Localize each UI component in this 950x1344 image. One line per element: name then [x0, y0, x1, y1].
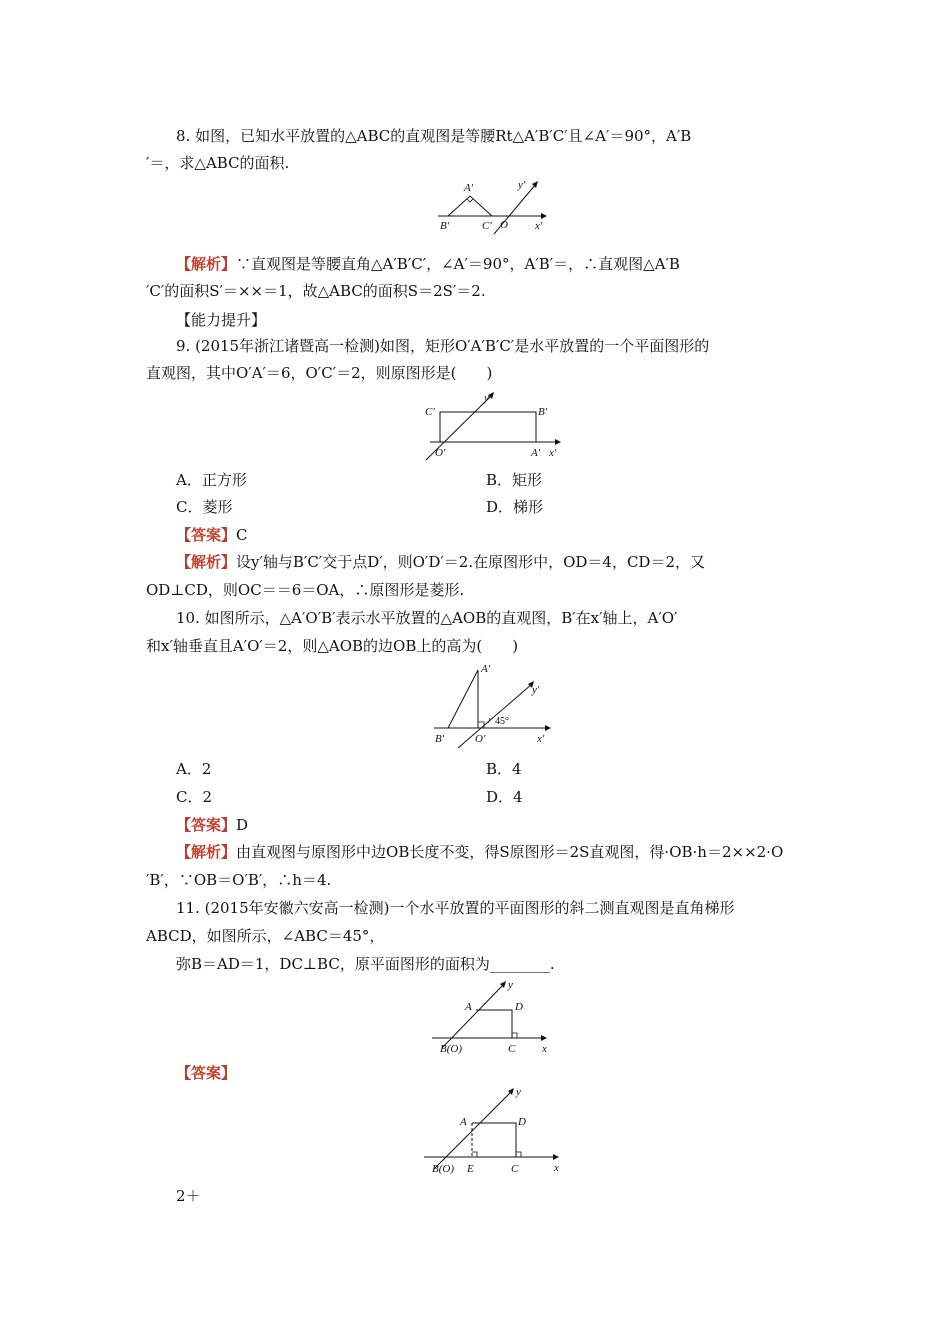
q11-ans-trapezoid: [472, 1123, 516, 1157]
q9-analysis-text1: 设y′轴与B′C′交于点D′，则O′D′＝2.在原图形中，OD＝4，CD＝2，又: [236, 553, 706, 571]
q11-answer-figure: [420, 1085, 568, 1181]
q11-x-arrow-icon: [541, 1035, 547, 1041]
q10-answer-line: [176, 815, 248, 835]
q8-label-o: O: [500, 219, 508, 231]
q10-angle-arc: [488, 718, 490, 723]
q9-rectangle: [440, 412, 536, 442]
q10-answer-value: D: [236, 816, 249, 834]
q9-answer-value: C: [236, 526, 248, 544]
q11-line1: 11. (2015年安徽六安高一检测)一个水平放置的平面图形的斜二测直观图是直角梯形: [176, 899, 735, 917]
q10-right-angle-mark: [478, 722, 484, 728]
q9-label-x: x′: [549, 447, 557, 459]
q10-answer-tag: 【答案】: [176, 816, 237, 834]
q10-label-x: x′: [537, 733, 545, 745]
q8-label-c: C′: [482, 220, 492, 232]
q8-analysis-line2: ′C′的面积S′＝××＝1，故△ABC的面积S＝2S′＝2.: [146, 282, 486, 300]
q10-option-c: C．2: [176, 788, 213, 806]
q9-analysis-tag: 【解析】: [176, 553, 237, 571]
q10-analysis-text1: 由直观图与原图形中边OB长度不变，得S原图形＝2S直观图，得·OB·h＝2××2·O: [236, 843, 784, 861]
q11-answer-value: 2＋: [176, 1187, 201, 1205]
q10-label-y: y′: [532, 684, 540, 696]
q11-label-y: y: [508, 979, 513, 991]
q10-label-b: B′: [435, 733, 445, 745]
q10-figure: [428, 660, 558, 754]
q8-figure: [432, 176, 552, 240]
q10-x-arrow-icon: [545, 725, 551, 731]
q10-line2: 和x′轴垂直且A′O′＝2，则△AOB的边OB上的高为( ): [146, 637, 519, 655]
q11-line2: ABCD，如图所示，∠ABC＝45°，: [146, 927, 385, 945]
q8-line2: ′＝，求△ABC的面积.: [146, 154, 290, 172]
q10-option-b: B．4: [486, 760, 522, 778]
q11-right-angle-mark: [512, 1033, 517, 1038]
q9-analysis-line2: OD⊥CD，则OC＝＝6＝OA，∴原图形是菱形.: [146, 581, 465, 599]
q11-ans-label-x: x: [554, 1162, 559, 1174]
q8-line1: 8. 如图，已知水平放置的△ABC的直观图是等腰Rt△A′B′C′且∠A′＝90°，A′B: [176, 127, 692, 145]
q8-analysis-line1: [176, 254, 680, 274]
q11-ans-label-e: E: [467, 1163, 474, 1175]
q10-line1: 10. 如图所示，△A′O′B′表示水平放置的△AOB的直观图，B′在x′轴上，A′O′: [176, 609, 678, 627]
q8-label-b: B′: [440, 220, 450, 232]
q11-label-b: B(O): [440, 1043, 462, 1055]
q11-ans-x-arrow-icon: [553, 1154, 559, 1160]
q11-ans-label-d: D: [518, 1116, 526, 1128]
q9-label-y: y′: [484, 392, 492, 404]
q9-label-c: C′: [425, 406, 435, 418]
q9-answer-line: [176, 525, 248, 545]
q10-label-o: O′: [475, 733, 486, 745]
q8-analysis-text1: ∵直观图是等腰直角△A′B′C′，∠A′＝90°，A′B′＝，∴直观图△A′B: [236, 255, 680, 273]
q11-figure: [428, 978, 558, 1062]
q8-label-x: x′: [535, 220, 543, 232]
q11-ans-right-angle-e: [472, 1152, 477, 1157]
q11-ans-label-b: B(O): [432, 1163, 454, 1175]
q10-triangle: [448, 670, 478, 728]
q10-label-angle: 45°: [495, 716, 509, 727]
ability-heading: 【能力提升】: [176, 311, 267, 329]
q11-label-d: D: [515, 1001, 523, 1013]
q10-analysis-tag: 【解析】: [176, 843, 237, 861]
q9-x-arrow-icon: [555, 439, 561, 445]
q9-figure: [422, 390, 567, 466]
q9-option-b: B．矩形: [486, 471, 543, 489]
q11-label-a: A: [465, 1001, 472, 1013]
q10-option-a: A．2: [176, 760, 212, 778]
q9-answer-tag: 【答案】: [176, 526, 237, 544]
q11-line3: 弥B＝AD＝1，DC⊥BC，原平面图形的面积为________.: [176, 955, 555, 973]
q9-option-d: D．梯形: [486, 498, 544, 516]
q11-ans-label-y: y: [516, 1086, 521, 1098]
q11-label-x: x: [542, 1043, 547, 1055]
q9-option-c: C．菱形: [176, 498, 233, 516]
q11-ans-label-a: A: [460, 1116, 467, 1128]
q9-label-b: B′: [538, 406, 548, 418]
q11-answer-tag: 【答案】: [176, 1064, 237, 1082]
q11-answer-line: [176, 1063, 236, 1083]
q9-analysis-line1: [176, 552, 705, 572]
q9-line1: 9. (2015年浙江诸暨高一检测)如图，矩形O′A′B′C′是水平放置的一个平面图形的: [176, 337, 710, 355]
q8-right-angle-mark: [467, 199, 473, 202]
q10-option-d: D．4: [486, 788, 523, 806]
q8-label-a: A′: [464, 182, 474, 194]
q10-analysis-line1: [176, 842, 783, 862]
q11-ans-right-angle-c: [516, 1152, 521, 1157]
q11-ans-label-c: C: [511, 1163, 519, 1175]
q9-line2: 直观图，其中O′A′＝6，O′C′＝2，则原图形是( ): [146, 364, 493, 382]
q8-label-y: y′: [518, 179, 526, 191]
q8-x-arrow-icon: [541, 213, 547, 219]
q8-analysis-tag: 【解析】: [176, 255, 237, 273]
q9-label-o: O′: [435, 447, 446, 459]
q11-trapezoid: [476, 1010, 512, 1038]
q8-triangle: [448, 196, 492, 216]
q10-label-a: A′: [481, 663, 491, 675]
q9-option-a: A．正方形: [176, 471, 247, 489]
q9-label-a: A′: [531, 447, 541, 459]
q11-label-c: C: [508, 1043, 516, 1055]
q10-analysis-line2: ′B′，∵OB＝O′B′，∴h＝4.: [146, 871, 332, 889]
